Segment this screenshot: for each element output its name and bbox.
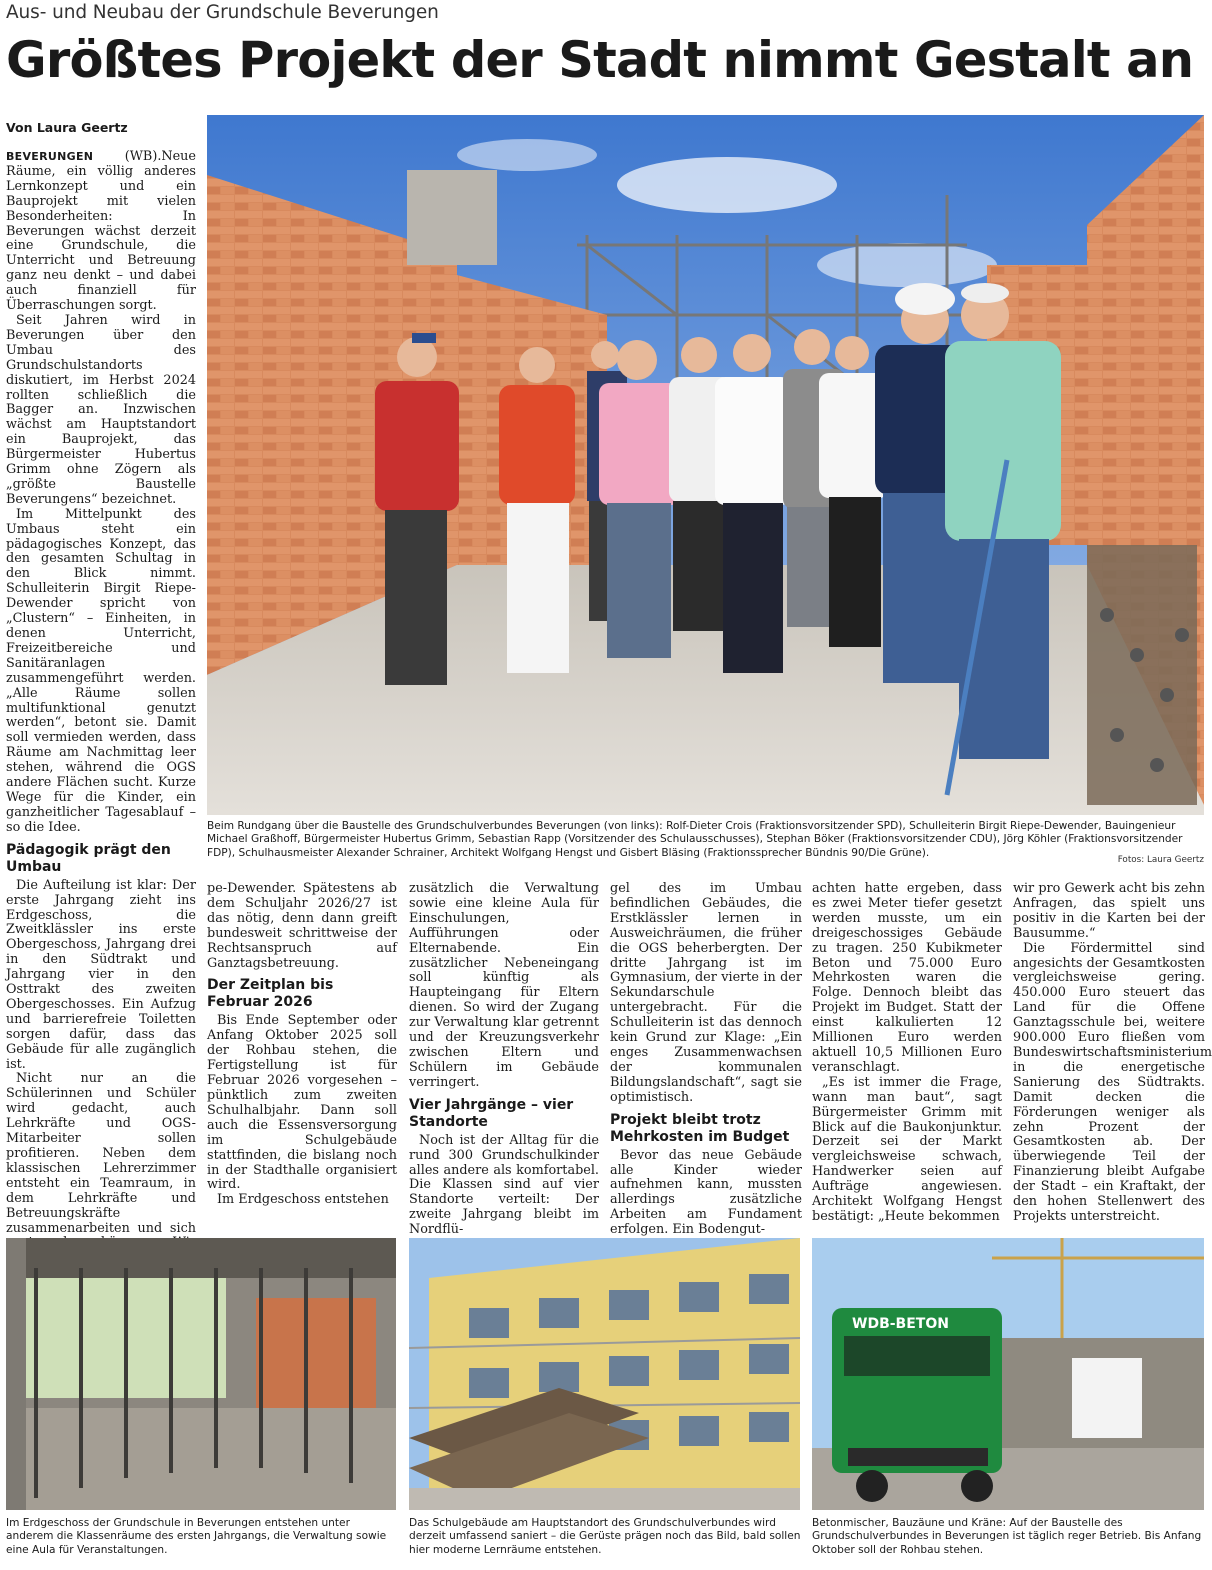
subheading: Vier Jahrgänge – vier Standorte <box>409 1096 574 1130</box>
dateline-agency: (WB). <box>124 149 162 164</box>
subheading: Projekt bleibt trotz Mehrkosten im Budget <box>610 1111 790 1145</box>
photo-school-building <box>409 1238 800 1510</box>
paragraph: Im Mittelpunkt des Umbaus steht ein pädagogisches Konzept, das den gesamten Schultag in den Blick nimmt. Schulleiterin Birgit Riepe-Dewender spricht von „Clustern“ – Einheiten, in denen Unterricht, Freizeitbereiche und Sanitäranlagen zusammengeführt werden. „Alle Räume sollen multifunktional genutzt werden“, betont sie. Damit soll vermieden werden, dass Räume am Nachmittag leer stehen, während die OGS andere Flächen sucht. Kurze Wege für die Kinder, ein ganzheitlicher Tagesablauf – so die Idee. <box>6 506 196 835</box>
article-kicker: Aus- und Neubau der Grundschule Beverungen <box>6 2 439 23</box>
paragraph: Nicht nur an die Schülerinnen und Schüler wird gedacht, auch Lehrkräfte und OGS-Mitarbeiter sollen profitieren. Neben dem klassischen Lehrerzimmer entsteht ein Teamraum, in dem Lehrkräfte und Betreuungskräfte zusammenarbeiten und sich <box>6 1071 196 1236</box>
main-photo <box>207 115 1204 815</box>
paragraph: gel des im Umbau befindlichen Gebäudes, die Erstklässler lernen in Ausweichräumen, die früher die OGS beherbergten. Der dritte Jahrgang ist im Gymnasium, der vierte in der Sekundarschule untergebracht. Für die Schulleiterin ist das dennoch kein Grund zur Klage: „Ein enges Zusammenwachsen der kommunalen Bildungslandschaft“, sagt sie optimistisch. <box>610 881 802 1105</box>
dateline-location: BEVERUNGEN <box>6 150 94 163</box>
article-column-5 <box>812 882 1002 1227</box>
paragraph: „Es ist immer die Frage, wann man baut“, sagt Bürgermeister Grimm mit Blick auf die Baukonjunktur. Derzeit sei der Markt vergleichsweise schwach, Handwerker seien auf Aufträge angewiesen. Architekt Wolfgang Hengst bestätigt: „Heute bekommen <box>812 1074 1002 1224</box>
intro-paragraph: Neue Räume, ein völlig anderes Lernkonzept und ein Bauprojekt mit vielen Besonderheiten: In Beverungen wächst derzeit eine Grundschule, die Unterricht und Betreuung ganz neu denkt – und dabei auch finanziell für Überraschungen sorgt. <box>6 149 196 314</box>
paragraph: Bis Ende September oder Anfang Oktober 2025 soll der Rohbau stehen, die Fertigstellung ist für Februar 2026 vorgesehen – pünktlich zum zweiten Schulhalbjahr. Dann soll auch die Essensversorgung im Schulgebäude stattfinden, die bislang noch in der Stadthalle organisiert wird. <box>207 1013 397 1193</box>
subheading: Pädagogik prägt den Umbau <box>6 841 171 875</box>
paragraph: Noch ist der Alltag für die rund 300 Grundschulkinder alles andere als komfortabel. Die Klassen sind auf vier Standorte verteilt: Der zweite Jahrgang bleibt im Nordflü- <box>409 1132 599 1238</box>
paragraph: pe-Dewender. Spätestens ab dem Schuljahr 2026/27 ist das nötig, denn dann greift bundesweit schrittweise der Rechtsanspruch auf Ganztagsbetreuung. <box>207 881 397 971</box>
main-photo-caption: Beim Rundgang über die Baustelle des Grundschulverbundes Beverungen (von links): Rolf-Dieter Crois (Fraktionsvorsitzender SPD), Schulleiterin Birgit Riepe-Dewender, Bauingenieur Michael Graßhoff, Bürgermeister Hubertus Grimm, Sebastian Rapp (Vorsitzender des Schulausschusses), Stephan Böker (Fraktionsvorsitzender CDU), Jörg Köhler (Fraktionsvorsitzender FDP), Schulhausmeister Alexander Schrainer, Architekt Wolfgang Hengst und Gisbert Bläsing (Fraktionssprecher Bündnis 90/Die Grüne). <box>207 820 1183 859</box>
paragraph: Die Fördermittel sind angesichts der Gesamtkosten vergleichsweise gering. 450.000 Euro steuert das Land für die Offene Ganztagsschule bei, weitere 900.000 Euro fließen vom Bundeswirtschaftsministerium in die energetische Sanierung des Südtrakts. Damit decken die Förderungen weniger als zehn Prozent der Gesamtkosten ab. Der überwiegende Teil der Finanzierung bleibt Aufgabe der Stadt – ein Kraftakt, der den hohen Stellenwert des Projekts unterstreicht. <box>1013 940 1212 1224</box>
article-column-1 <box>6 149 196 1236</box>
article-column-4 <box>610 881 802 1238</box>
subheading: Der Zeitplan bis Februar 2026 <box>207 977 334 1011</box>
article-column-2 <box>207 882 397 1227</box>
paragraph: Die Aufteilung ist klar: Der erste Jahrgang zieht ins Erdgeschoss, die Zweitklässler ins erste Obergeschoss, Jahrgang drei in den Südtrakt und Jahrgang vier in den Osttrakt des zweiten Obergeschosses. Ein Aufzug und barrierefreie Toiletten sorgen dafür, dass das Gebäude für alle zugänglich ist. <box>6 877 196 1072</box>
article-column-6 <box>1013 881 1212 1227</box>
photo-credit: Fotos: Laura Geertz <box>1117 855 1204 865</box>
article-byline: Von Laura Geertz <box>6 120 128 135</box>
paragraph: Seit Jahren wird in Beverungen über den Umbau des Grundschulstandorts diskutiert, im Herbst 2024 rollten schließlich die Bagger an. Inzwischen wächst am Hauptstandort ein Bauprojekt, das Bürgermeister Hubertus Grimm ohne Zögern als „größte Baustelle Beverungens“ bezeichnet. <box>6 312 196 507</box>
paragraph: Bevor das neue Gebäude alle Kinder wieder aufnehmen kann, mussten allerdings zusätzliche Arbeiten am Fundament erfolgen. Ein Bodengut- <box>610 1147 802 1238</box>
caption-photo-3: Betonmischer, Bauzäune und Kräne: Auf der Baustelle des Grundschulverbundes in Beverungen ist täglich reger Betrieb. Bis Anfang Oktober soll der Rohbau stehen. <box>812 1517 1202 1556</box>
photo-ground-floor <box>6 1238 396 1510</box>
caption-photo-1: Im Erdgeschoss der Grundschule in Beverungen entstehen unter anderem die Klassenräume des ersten Jahrgangs, die Verwaltung sowie eine Aula für Veranstaltungen. <box>6 1517 387 1556</box>
truck-logo-text: WDB-BETON <box>852 1316 949 1332</box>
photo-concrete-truck <box>812 1238 1204 1510</box>
caption-photo-2: Das Schulgebäude am Hauptstandort des Grundschulverbundes wird derzeit umfassend saniert – die Gerüste prägen noch das Bild, bald sollen hier moderne Lernräume entstehen. <box>409 1517 801 1556</box>
paragraph: Im Erdgeschoss entstehen <box>217 1192 389 1208</box>
paragraph: achten hatte ergeben, dass es zwei Meter tiefer gesetzt werden musste, um ein dreigeschossiges Gebäude zu tragen. 250 Kubikmeter Beton und 75.000 Euro Mehrkosten waren die Folge. Dennoch bleibt das Projekt im Budget. Statt der einst kalkulierten 12 Millionen Euro werden aktuell 10,5 Millionen Euro veranschlagt. <box>812 881 1002 1075</box>
article-headline: Größtes Projekt der Stadt nimmt Gestalt an <box>6 31 1194 89</box>
paragraph: zusätzlich die Verwaltung sowie eine kleine Aula für Einschulungen, Aufführungen oder Elternabende. Ein zusätzlicher Nebeneingang soll künftig als Haupteingang für Eltern dienen. So wird der Zugang zur Verwaltung klar getrennt und der Kreuzungsverkehr zwischen Eltern und Schülern im Gebäude verringert. <box>409 881 599 1090</box>
paragraph: wir pro Gewerk acht bis zehn Anfragen, das spielt uns positiv in die Karten bei der Bausumme.“ <box>1013 881 1205 941</box>
article-column-3 <box>409 881 599 1238</box>
